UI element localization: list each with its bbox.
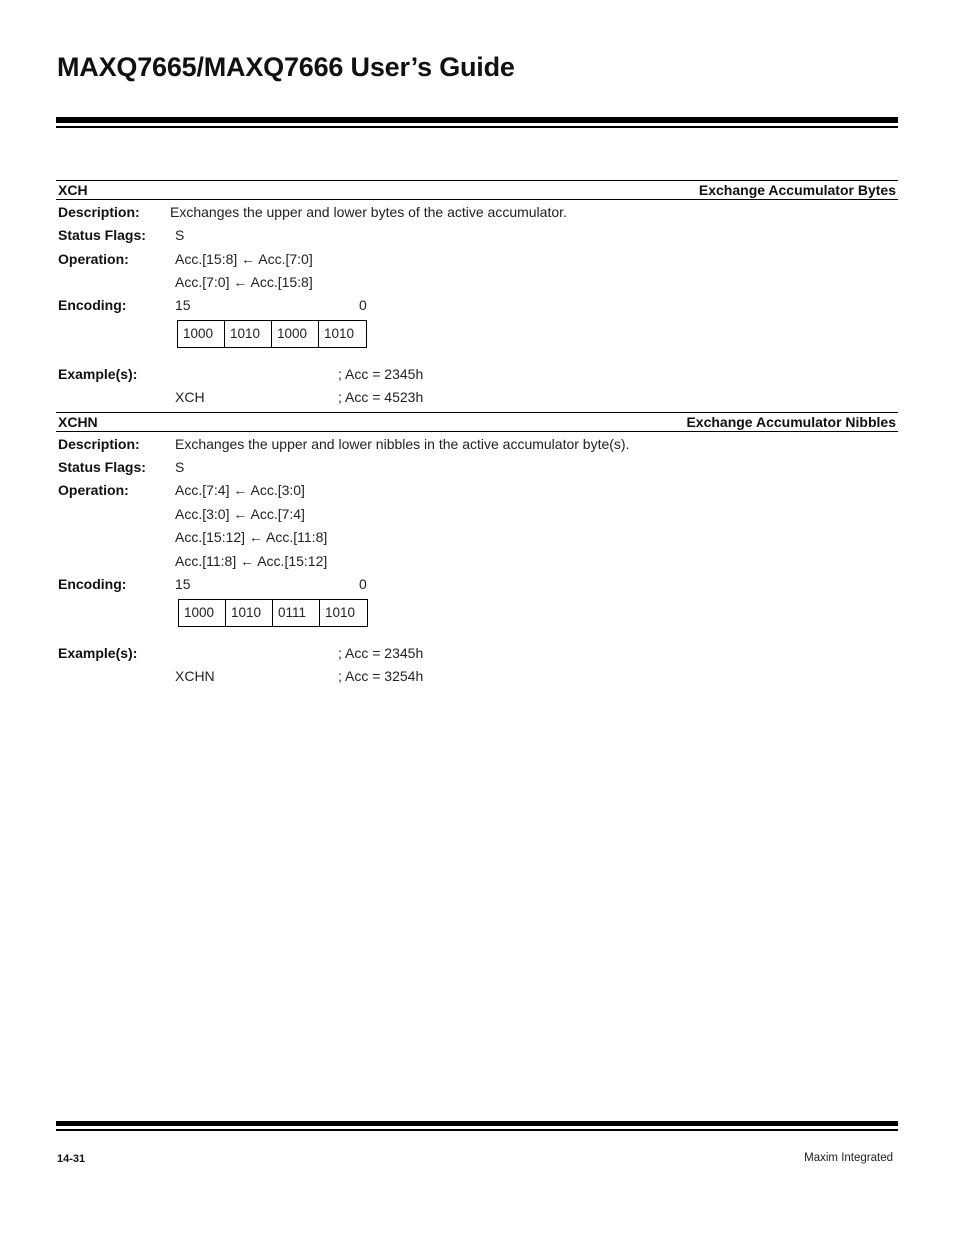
description-text: Exchanges the upper and lower nibbles in the active accumulator byte(s). bbox=[175, 436, 630, 452]
encoding-cell: 1000 bbox=[179, 600, 226, 626]
operation-label: Operation: bbox=[58, 251, 129, 267]
encoding-cell: 0111 bbox=[273, 600, 320, 626]
encoding-msb: 15 bbox=[175, 576, 191, 592]
header-rule-thick bbox=[56, 117, 898, 123]
example-comment: ; Acc = 2345h bbox=[338, 645, 424, 661]
operation-line: Acc.[11:8] ← Acc.[15:12] bbox=[175, 553, 328, 569]
page-number: 14-31 bbox=[57, 1153, 86, 1165]
status-flags-value: S bbox=[175, 459, 185, 475]
encoding-box bbox=[177, 320, 367, 348]
status-flags-label: Status Flags: bbox=[58, 459, 146, 475]
example-instruction: XCHN bbox=[175, 668, 215, 684]
examples-label: Example(s): bbox=[58, 366, 138, 382]
example-comment: ; Acc = 2345h bbox=[338, 366, 424, 382]
examples-label: Example(s): bbox=[58, 645, 138, 661]
section-header bbox=[56, 412, 898, 432]
operation-line: Acc.[7:0] ← Acc.[15:8] bbox=[175, 274, 313, 290]
encoding-cell: 1010 bbox=[325, 605, 356, 620]
instruction-section-xch bbox=[56, 180, 898, 410]
document-title: MAXQ7665/MAXQ7666 User’s Guide bbox=[57, 52, 515, 82]
instruction-mnemonic: XCHN bbox=[58, 414, 98, 430]
instruction-mnemonic: XCH bbox=[58, 182, 88, 198]
status-flags-value: S bbox=[175, 227, 185, 243]
instruction-name: Exchange Accumulator Nibbles bbox=[686, 414, 896, 430]
description-text: Exchanges the upper and lower bytes of the active accumulator. bbox=[170, 204, 567, 220]
description-label: Description: bbox=[58, 436, 140, 452]
encoding-cell: 1010 bbox=[324, 326, 355, 341]
encoding-msb: 15 bbox=[175, 297, 191, 313]
encoding-lsb: 0 bbox=[359, 576, 367, 592]
encoding-cell: 1000 bbox=[178, 321, 225, 347]
status-flags-label: Status Flags: bbox=[58, 227, 146, 243]
operation-line: Acc.[15:8] ← Acc.[7:0] bbox=[175, 251, 313, 267]
example-comment: ; Acc = 3254h bbox=[338, 668, 424, 684]
header-rule-thin bbox=[56, 126, 898, 128]
encoding-cell: 1000 bbox=[272, 321, 319, 347]
encoding-lsb: 0 bbox=[359, 297, 367, 313]
encoding-box bbox=[178, 599, 368, 627]
instruction-name: Exchange Accumulator Bytes bbox=[698, 182, 896, 198]
operation-line: Acc.[3:0] ← Acc.[7:4] bbox=[175, 506, 305, 522]
instruction-section-xchn bbox=[56, 412, 898, 692]
footer-rule-thin bbox=[56, 1129, 898, 1131]
encoding-cell: 1010 bbox=[226, 600, 273, 626]
example-instruction: XCH bbox=[175, 389, 205, 405]
operation-label: Operation: bbox=[58, 482, 129, 498]
footer-rule-thick bbox=[56, 1121, 898, 1126]
encoding-label: Encoding: bbox=[58, 576, 127, 592]
footer-brand: Maxim Integrated bbox=[804, 1152, 893, 1164]
example-comment: ; Acc = 4523h bbox=[338, 389, 424, 405]
operation-line: Acc.[7:4] ← Acc.[3:0] bbox=[175, 482, 305, 498]
encoding-cell: 1010 bbox=[225, 321, 272, 347]
encoding-label: Encoding: bbox=[58, 297, 127, 313]
operation-line: Acc.[15:12] ← Acc.[11:8] bbox=[175, 529, 328, 545]
description-label: Description: bbox=[58, 204, 140, 220]
section-header bbox=[56, 180, 898, 200]
